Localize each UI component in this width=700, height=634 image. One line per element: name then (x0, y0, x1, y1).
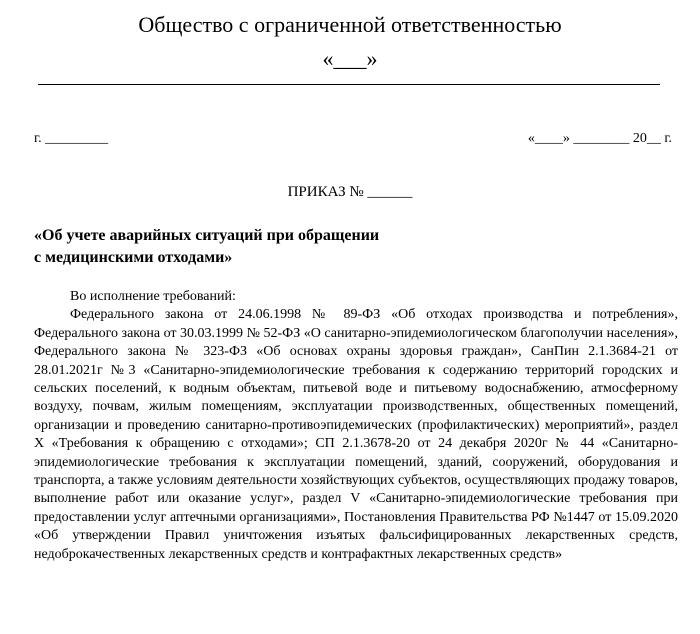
order-title-line-2: с медицинскими отходами» (34, 249, 233, 266)
date-field: «____» ________ 20__ г. (527, 131, 672, 146)
body-intro: Во исполнение требований: (70, 289, 236, 304)
order-body (34, 288, 678, 564)
header-divider (38, 84, 660, 85)
order-number: ПРИКАЗ № ______ (287, 184, 413, 200)
order-title (34, 225, 674, 269)
body-paragraph: Федерального закона от 24.06.1998 № 89-ФЗ «Об отходах производства и потребления», Федерального закона от 30.03.1999 № 52-ФЗ «О санитарно-эпидемиологическом благополучии населения», Федерального закона № 323-ФЗ «Об основах охраны здоровья граждан», СанПин 2.1.3684-21 от 28.01.2021г №3 «Санитарно-эпидемиологические требования к содержанию территорий городских и сельских поселений, к водным объектам, питьевой воде и питьевому водоснабжению, атмосферному воздуху, почвам, жилым помещениям, эксплуатации производственных, общественных помещений, организации и проведению санитарно-противоэпидемических (профилактических) мероприятий», раздел X «Требования к обращению с отходами»; СП 2.1.3678-20 от 24 декабря 2020г № 44 «Санитарно-эпидемиологические требования к эксплуатации помещений, зданий, сооружений, оборудования и транспорта, а также условиям деятельности хозяйствующих субъектов, осуществляющих продажу товаров, выполнение работ или оказание услуг», раздел V «Санитарно-эпидемиологические требования при предоставлении услуг аптечными организациями», Постановления Правительства РФ №1447 от 15.09.2020 «Об утверждении Правил уничтожения изъятых фальсифицированных лекарственных средств, недоброкачественных лекарственных средств и контрафактных лекарственных средств» (34, 307, 678, 562)
order-title-line-1: «Об учете аварийных ситуаций при обращении (34, 227, 380, 244)
organization-type: Общество с ограниченной ответственностью (138, 12, 562, 37)
city-field: г. _________ (34, 131, 109, 146)
organization-name: «___» (322, 46, 378, 71)
